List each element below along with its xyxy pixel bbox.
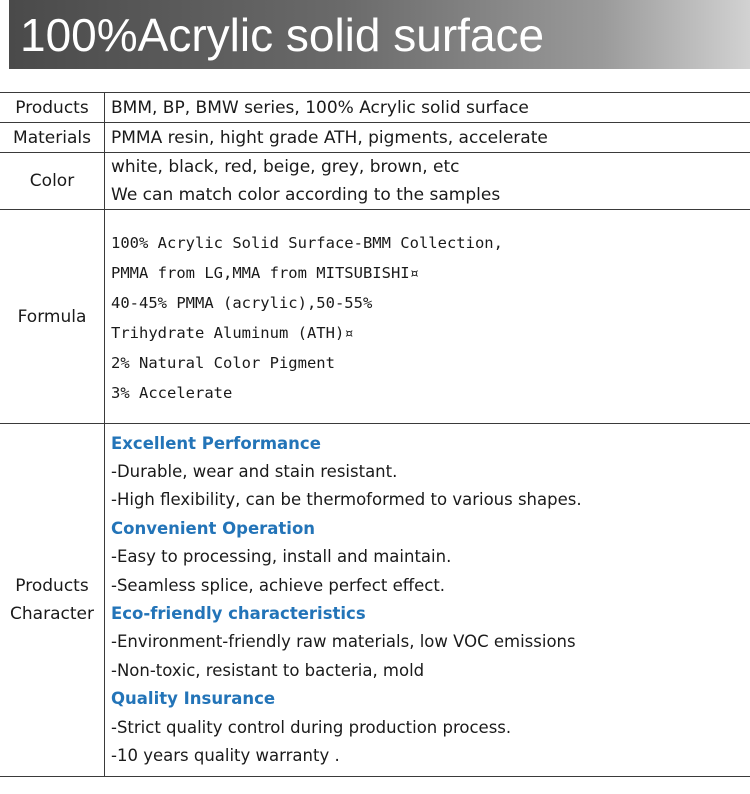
character-label-line: Products [15,576,89,596]
character-value [105,424,750,777]
section-item: -Strict quality control during production process. [111,717,512,737]
section-item: -Environment-friendly raw materials, low VOC emissions [111,632,576,652]
formula-label: Formula [0,210,105,424]
section-item: -High flexibility, can be thermoformed to various shapes. [111,490,582,510]
section-heading: Excellent Performance [111,433,321,453]
table-row-formula [0,210,750,424]
page-title: 100%Acrylic solid surface [20,9,545,61]
section-item: -Seamless splice, achieve perfect effect. [111,575,446,595]
formula-line: 40-45% PMMA (acrylic),50-55% [111,293,373,312]
materials-label: Materials [0,123,105,153]
section-item: -Non-toxic, resistant to bacteria, mold [111,660,425,680]
section-item: -Durable, wear and stain resistant. [111,461,398,481]
spec-table [0,92,750,777]
table-row-materials [0,123,750,153]
color-value [105,153,750,210]
formula-line: PMMA from LG,MMA from MITSUBISHI¤ [111,263,419,282]
section-heading: Eco-friendly characteristics [111,604,366,623]
title-banner [9,0,750,69]
products-value: BMM, BP, BMW series, 100% Acrylic solid surface [105,93,750,123]
table-row-color [0,153,750,210]
products-label: Products [0,93,105,123]
table-row-character [0,424,750,777]
color-label: Color [0,153,105,210]
formula-value [105,210,750,424]
section-item: -Easy to processing, install and maintain. [111,547,452,567]
formula-line: Trihydrate Aluminum (ATH)¤ [111,323,354,342]
section-heading: Quality Insurance [111,689,276,709]
table-row-products [0,93,750,123]
formula-line: 3% Accelerate [111,383,233,402]
character-label [0,424,105,777]
color-line: white, black, red, beige, grey, brown, etc [111,157,460,177]
formula-line: 100% Acrylic Solid Surface-BMM Collection, [111,233,503,252]
section-heading: Convenient Operation [111,518,316,538]
section-item: -10 years quality warranty . [111,746,340,766]
color-line: We can match color according to the samples [111,185,501,205]
character-label-line: Character [10,604,94,624]
formula-line: 2% Natural Color Pigment [111,353,335,372]
materials-value: PMMA resin, hight grade ATH, pigments, accelerate [105,123,750,153]
